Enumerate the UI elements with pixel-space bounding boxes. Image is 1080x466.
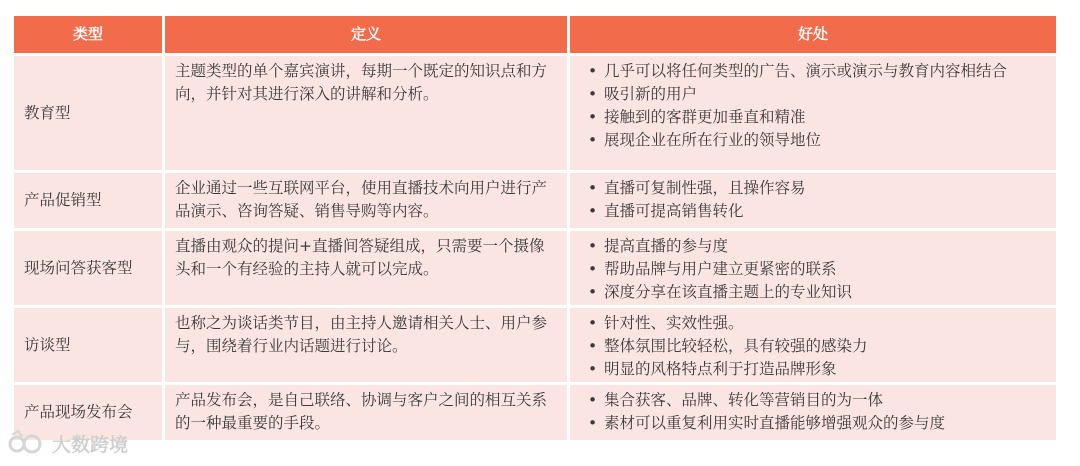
watermark <box>8 429 128 457</box>
table-row <box>14 385 1056 440</box>
live-stream-types-table <box>14 16 1056 443</box>
benefit-item: • 集合获客、品牌、转化等营销目的为一体 <box>580 389 1046 412</box>
benefit-item: • 吸引新的用户 <box>580 83 1046 106</box>
benefits-cell <box>570 231 1056 305</box>
type-cell: 现场问答获客型 <box>14 231 162 305</box>
type-cell: 产品现场发布会 <box>14 385 162 440</box>
benefit-item: • 直播可复制性强，且操作容易 <box>580 177 1046 200</box>
header-type: 类型 <box>14 16 162 53</box>
benefits-cell <box>570 308 1056 382</box>
benefit-item: • 素材可以重复利用实时直播能够增强观众的参与度 <box>580 412 1046 435</box>
benefits-cell <box>570 385 1056 440</box>
table-row <box>14 56 1056 170</box>
benefit-item: • 帮助品牌与用户建立更紧密的联系 <box>580 258 1046 281</box>
benefit-item: • 深度分享在该直播主题上的专业知识 <box>580 281 1046 304</box>
benefit-item: • 直播可提高销售转化 <box>580 200 1046 223</box>
table-header-row <box>14 16 1056 53</box>
type-cell: 访谈型 <box>14 308 162 382</box>
table-row <box>14 308 1056 382</box>
benefit-item: • 接触到的客群更加垂直和精准 <box>580 106 1046 129</box>
benefits-cell <box>570 56 1056 170</box>
type-cell: 产品促销型 <box>14 173 162 228</box>
benefit-item: • 提高直播的参与度 <box>580 235 1046 258</box>
definition-cell: 也称之为谈话类节目，由主持人邀请相关人士、用户参与，围绕着行业内话题进行讨论。 <box>165 308 567 382</box>
header-definition: 定义 <box>165 16 567 53</box>
definition-cell: 主题类型的单个嘉宾演讲，每期一个既定的知识点和方向，并针对其进行深入的讲解和分析。 <box>165 56 567 170</box>
watermark-text: 大数跨境 <box>52 433 129 456</box>
definition-cell: 产品发布会，是自己联络、协调与客户之间的相互关系的一种最重要的手段。 <box>165 385 567 440</box>
table-row <box>14 231 1056 305</box>
brand-logo-icon <box>8 429 46 457</box>
header-benefits: 好处 <box>570 16 1056 53</box>
benefit-item: • 明显的风格特点利于打造品牌形象 <box>580 358 1046 381</box>
benefit-item: • 几乎可以将任何类型的广告、演示或演示与教育内容相结合 <box>580 60 1046 83</box>
benefit-item: • 针对性、实效性强。 <box>580 312 1046 335</box>
table-row <box>14 173 1056 228</box>
benefit-item: • 展现企业在所在行业的领导地位 <box>580 129 1046 152</box>
definition-cell: 企业通过一些互联网平台，使用直播技术向用户进行产品演示、咨询答疑、销售导购等内容。 <box>165 173 567 228</box>
benefit-item: • 整体氛围比较轻松，具有较强的感染力 <box>580 335 1046 358</box>
type-cell: 教育型 <box>14 56 162 170</box>
benefits-cell <box>570 173 1056 228</box>
definition-cell: 直播由观众的提问+直播间答疑组成，只需要一个摄像头和一个有经验的主持人就可以完成。 <box>165 231 567 305</box>
